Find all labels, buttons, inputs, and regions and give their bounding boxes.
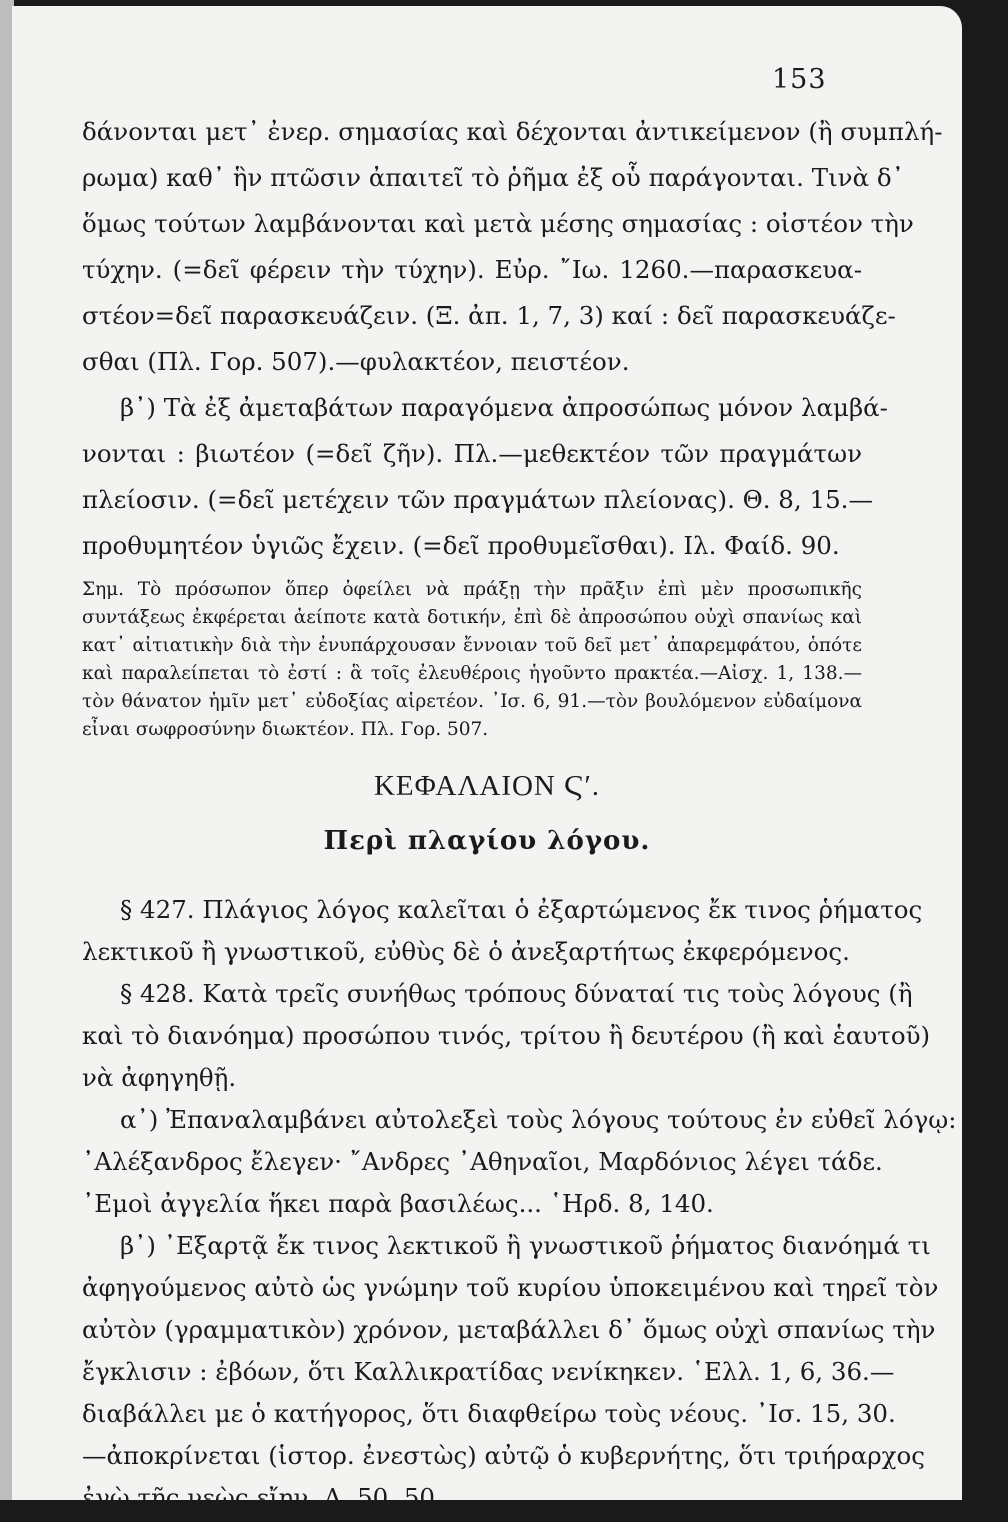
text-line: νὰ ἀφηγηθῇ. <box>82 1063 237 1092</box>
text-line: διαβάλλει με ὁ κατήγορος, ὅτι διαφθείρω τοὺς νέους. ᾽Ισ. 15, 30. <box>82 1399 896 1428</box>
text-line: δάνονται μετ᾽ ἐνερ. σημασίας καὶ δέχονται ἀντικείμενον (ἢ συμπλή- <box>82 117 943 146</box>
text-line: ᾽Αλέξανδρος ἔλεγεν· ῎Ανδρες ᾽Αθηναῖοι, Μαρδόνιος λέγει τάδε. <box>82 1147 883 1176</box>
text-line: νονται : βιωτέον (=δεῖ ζῆν). Πλ.—μεθεκτέον τῶν πραγμάτων <box>82 439 862 468</box>
text-line: αὐτὸν (γραμματικὸν) χρόνον, μεταβάλλει δ᾽ ὅμως οὐχὶ σπανίως τὴν <box>82 1315 936 1344</box>
book-page <box>12 6 962 1512</box>
text-line: σθαι (Πλ. Γορ. 507).—φυλακτέον, πειστέον. <box>82 347 630 376</box>
note-line: καὶ παραλείπεται τὸ ἐστί : ἃ τοῖς ἐλευθέροις ἡγοῦντο πρακτέα.—Αἰσχ. 1, 138.— <box>82 663 862 684</box>
text-line: λεκτικοῦ ἢ γνωστικοῦ, εὐθὺς δὲ ὁ ἀνεξαρτήτως ἐκφερόμενος. <box>82 937 850 966</box>
text-line: β᾽) ᾽Εξαρτᾷ ἔκ τινος λεκτικοῦ ἢ γνωστικοῦ ῥήματος διανόημά τι <box>120 1231 931 1260</box>
text-line: τύχην. (=δεῖ φέρειν τὴν τύχην). Εὐρ. ῎Ιω. 1260.—παρασκευα- <box>82 255 862 284</box>
page-number: 153 <box>772 64 827 95</box>
text-line: ὅμως τούτων λαμβάνονται καὶ μετὰ μέσης σημασίας : οἰστέον τὴν <box>82 209 914 238</box>
chapter-title: ΚΕΦΑΛΑΙΟΝ Ϛ′. <box>373 770 601 802</box>
text-line: ἐγὼ τῆς νεὼς εἴην. Δ. 50, 50. <box>82 1483 443 1512</box>
text-line: πλείοσιν. (=δεῖ μετέχειν τῶν πραγμάτων πλείονας). Θ. 8, 15.— <box>82 485 873 514</box>
text-line: προθυμητέον ὑγιῶς ἔχειν. (=δεῖ προθυμεῖσθαι). Ιλ. Φαίδ. 90. <box>82 531 840 560</box>
text-line: —ἀποκρίνεται (ἱστορ. ἐνεστὼς) αὐτῷ ὁ κυβερνήτης, ὅτι τριήραρχος <box>82 1441 926 1470</box>
note-line: εἶναι σωφροσύνην διωκτέον. Πλ. Γορ. 507. <box>82 719 489 740</box>
text-line: ᾽Εμοὶ ἀγγελία ἥκει παρὰ βασιλέως... ῾Ηρδ. 8, 140. <box>82 1189 714 1218</box>
text-line: α᾽) Ἐπαναλαμβάνει αὐτολεξεὶ τοὺς λόγους τούτους ἐν εὐθεῖ λόγῳ: <box>120 1105 957 1134</box>
note-line: κατ᾽ αἰτιατικὴν διὰ τὴν ἐνυπάρχουσαν ἔννοιαν τοῦ δεῖ μετ᾽ ἀπαρεμφάτου, ὁπότε <box>82 635 862 656</box>
note-line: τὸν θάνατον ἡμῖν μετ᾽ εὐδοξίας αἱρετέον. ᾽Ισ. 6, 91.—τὸν βουλόμενον εὐδαίμονα <box>82 691 862 712</box>
note-line: συντάξεως ἐκφέρεται ἀείποτε κατὰ δοτικήν, ἐπὶ δὲ ἀπροσώπου οὐχὶ σπανίως καὶ <box>82 607 862 628</box>
text-line: § 427. Πλάγιος λόγος καλεῖται ὁ ἐξαρτώμενος ἔκ τινος ῥήματος <box>120 895 923 924</box>
text-line: καὶ τὸ διανόημα) προσώπου τινός, τρίτου ἢ δευτέρου (ἢ καὶ ἑαυτοῦ) <box>82 1021 931 1050</box>
chapter-subtitle: Περὶ πλαγίου λόγου. <box>323 826 651 856</box>
text-line: § 428. Κατὰ τρεῖς συνήθως τρόπους δύναταί τις τοὺς λόγους (ἢ <box>120 979 913 1008</box>
text-line: ἔγκλισιν : ἐβόων, ὅτι Καλλικρατίδας νενίκηκεν. ῾Ελλ. 1, 6, 36.— <box>82 1357 895 1386</box>
text-line: β᾽) Τὰ ἐξ ἀμεταβάτων παραγόμενα ἀπροσώπως μόνον λαμβά- <box>120 393 888 422</box>
text-line: ρωμα) καθ᾽ ἣν πτῶσιν ἀπαιτεῖ τὸ ῥῆμα ἐξ οὗ παράγονται. Τινὰ δ᾽ <box>82 163 904 192</box>
text-line: στέον=δεῖ παρασκευάζειν. (Ξ. ἀπ. 1, 7, 3) καί : δεῖ παρασκευάζε- <box>82 301 896 330</box>
text-line: ἀφηγούμενος αὐτὸ ὡς γνώμην τοῦ κυρίου ὑποκειμένου καὶ τηρεῖ τὸν <box>82 1273 939 1302</box>
note-line: Σημ. Τὸ πρόσωπον ὅπερ ὀφείλει νὰ πράξῃ τὴν πρᾶξιν ἐπὶ μὲν προσωπικῆς <box>82 579 862 600</box>
